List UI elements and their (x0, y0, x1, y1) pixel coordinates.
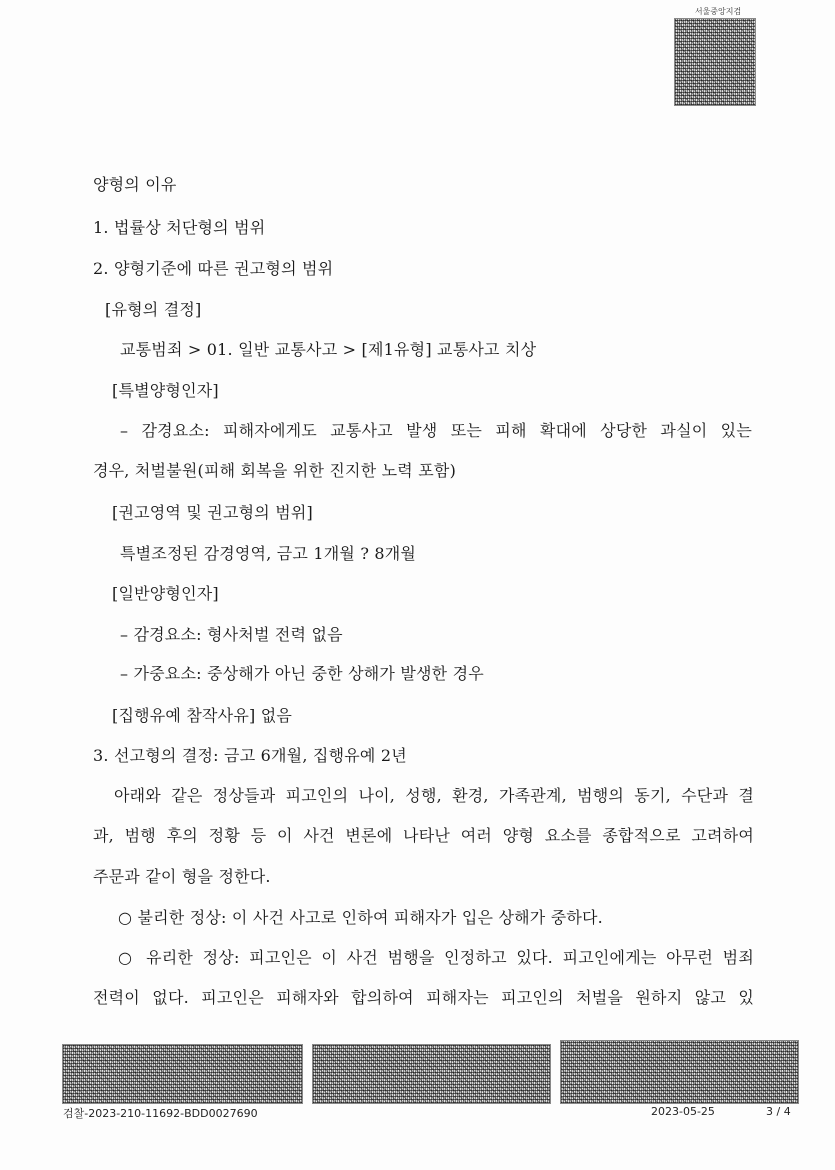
body-line: ○ 유리한 정상: 피고인은 이 사건 범행을 인정하고 있다. 피고인에게는 아무런 범죄 (118, 948, 754, 967)
body-line: 2. 양형기준에 따른 권고형의 범위 (93, 259, 334, 278)
section-heading: 양형의 이유 (93, 175, 177, 194)
security-pattern-bottom-right (560, 1040, 799, 1104)
body-line: [유형의 결정] (105, 300, 202, 319)
seal-label: 서울중앙지검 (694, 7, 742, 16)
body-line: – 감경요소: 형사처벌 전력 없음 (120, 625, 343, 644)
security-pattern-bottom-left (62, 1044, 303, 1104)
footer-page-number: 3 / 4 (766, 1105, 791, 1118)
body-line: 전력이 없다. 피고인은 피해자와 합의하여 피해자는 피고인의 처벌을 원하지 않고 있 (93, 988, 754, 1007)
security-pattern-top (674, 18, 756, 106)
body-line: [일반양형인자] (112, 584, 219, 603)
body-line: [집행유예 참작사유] 없음 (112, 706, 293, 725)
body-line: 주문과 같이 형을 정한다. (93, 867, 271, 886)
body-line: 경우, 처벌불원(피해 회복을 위한 진지한 노력 포함) (93, 461, 457, 480)
body-line: [특별양형인자] (112, 381, 219, 400)
body-line: 교통범죄 > 01. 일반 교통사고 > [제1유형] 교통사고 치상 (120, 340, 537, 359)
body-line: 1. 법률상 처단형의 범위 (93, 218, 266, 237)
body-line: – 가중요소: 중상해가 아닌 중한 상해가 발생한 경우 (120, 664, 484, 683)
footer-date: 2023-05-25 (651, 1105, 715, 1118)
body-line: – 감경요소: 피해자에게도 교통사고 발생 또는 피해 확대에 상당한 과실이 있는 (120, 421, 752, 440)
body-line: ○ 불리한 정상: 이 사건 사고로 인하여 피해자가 입은 상해가 중하다. (118, 908, 603, 927)
body-line: 3. 선고형의 결정: 금고 6개월, 집행유예 2년 (93, 746, 407, 765)
body-line: [권고영역 및 권고형의 범위] (112, 503, 313, 522)
security-pattern-bottom-center (312, 1044, 551, 1104)
footer-doc-id: 검찰-2023-210-11692-BDD0027690 (63, 1107, 258, 1120)
body-line: 과, 범행 후의 정황 등 이 사건 변론에 나타난 여러 양형 요소를 종합적으로 고려하여 (93, 826, 754, 845)
body-line: 특별조정된 감경영역, 금고 1개월 ? 8개월 (120, 544, 417, 563)
body-line: 아래와 같은 정상들과 피고인의 나이, 성행, 환경, 가족관계, 범행의 동기, 수단과 결 (114, 786, 754, 805)
